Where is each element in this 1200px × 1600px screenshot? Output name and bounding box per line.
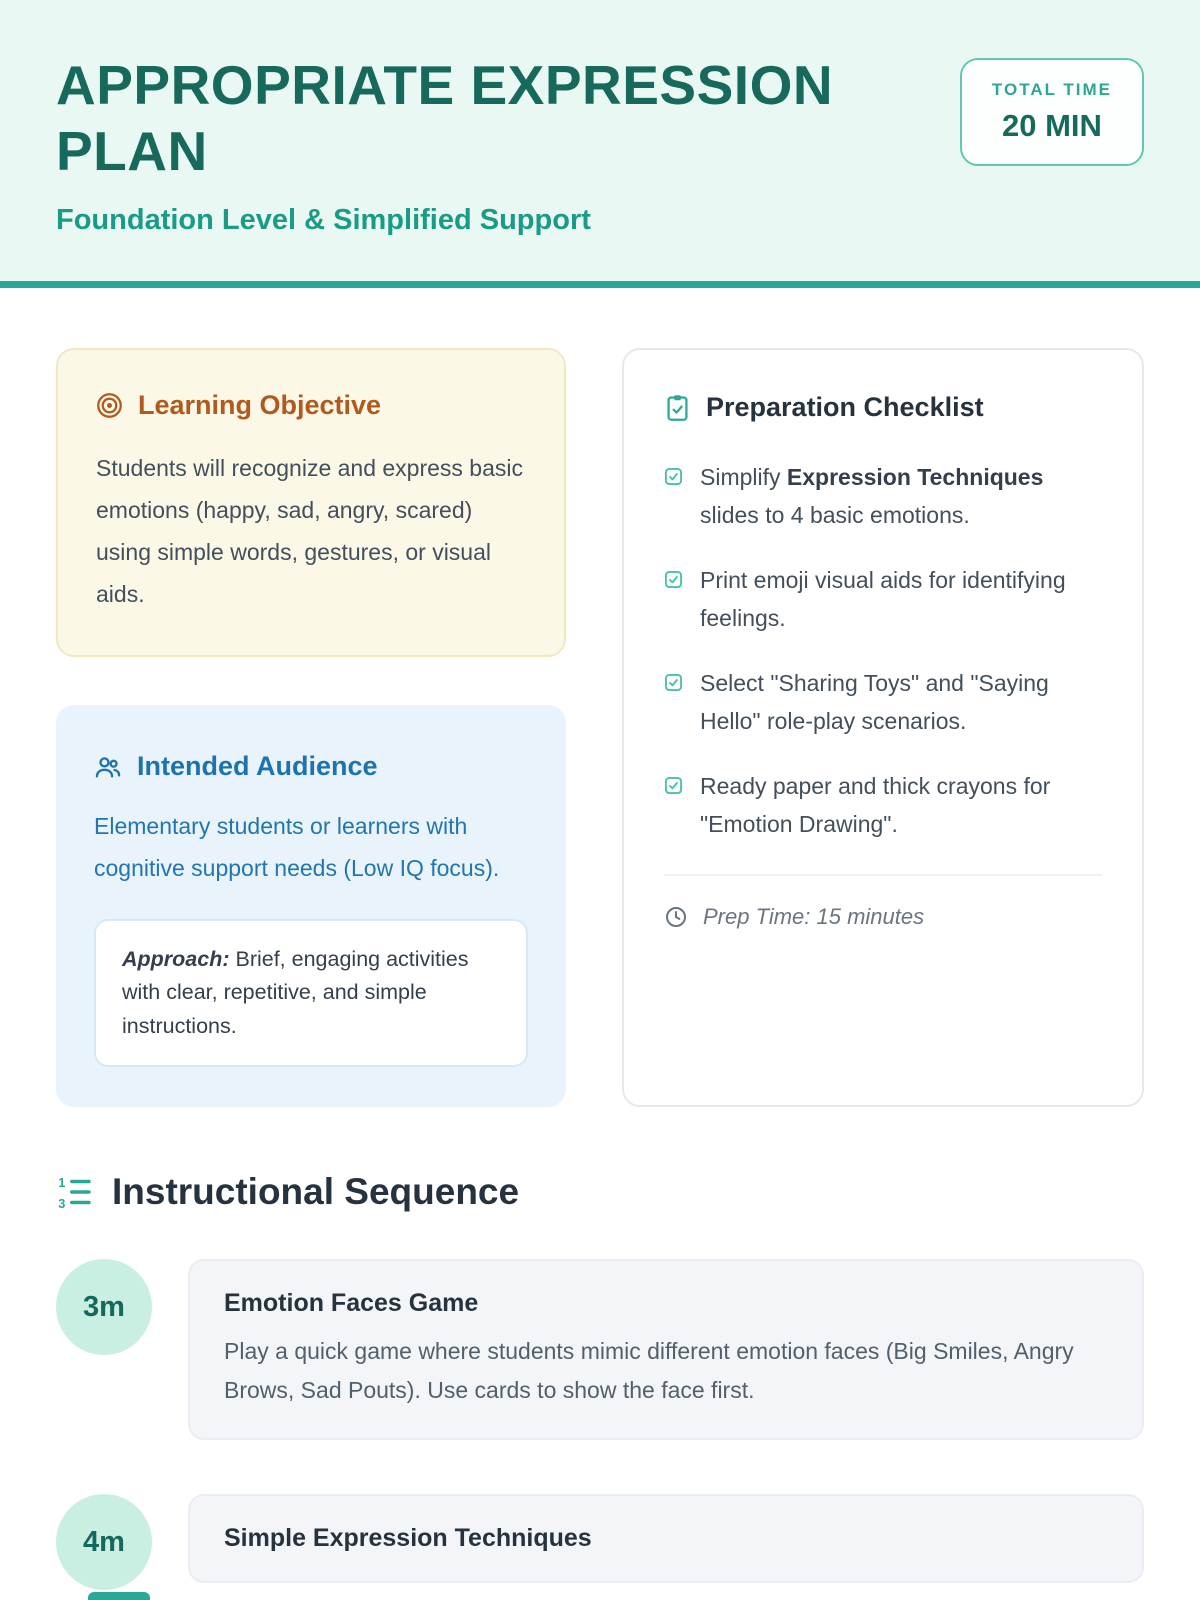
checklist-item (664, 665, 1102, 741)
learning-objective-body: Students will recognize and express basic emotions (happy, sad, angry, scared) using simple words, gestures, or visual aids. (96, 455, 524, 608)
header-text (56, 52, 896, 237)
header (0, 0, 1200, 281)
left-column (56, 348, 566, 1107)
step-duration-badge: 3m (56, 1259, 152, 1355)
checkbox-checked-icon (664, 776, 683, 795)
sequence-step-2 (56, 1494, 1144, 1590)
preparation-checklist-title (664, 392, 1102, 423)
sequence-step-1 (56, 1259, 1144, 1440)
page-subtitle: Foundation Level & Simplified Support (56, 204, 591, 236)
learning-objective-card (56, 348, 566, 657)
checkbox-checked-icon (664, 570, 683, 589)
step-description: Play a quick game where students mimic different emotion faces (Big Smiles, Angry Brows, Sad Pouts). Use cards to show the face first. (224, 1338, 1074, 1404)
approach-body: Brief, engaging activities with clear, repetitive, and simple instructions. (122, 947, 469, 1038)
total-time-card (960, 58, 1144, 166)
learning-objective-title (96, 390, 526, 421)
prep-time-text: Prep Time: 15 minutes (703, 903, 925, 929)
intended-audience-card (56, 705, 566, 1107)
step-card (188, 1494, 1144, 1583)
intended-audience-body: Elementary students or learners with cognitive support needs (Low IQ focus). (94, 813, 500, 881)
step-title: Emotion Faces Game (224, 1289, 479, 1318)
sequence-steps (56, 1259, 1144, 1590)
checklist-divider (664, 874, 1102, 876)
checklist-item-text: Ready paper and thick crayons for "Emotion Drawing". (700, 772, 1051, 837)
checklist-item (664, 562, 1102, 638)
intended-audience-title-text: Intended Audience (137, 751, 378, 782)
clipboard-check-icon (664, 393, 691, 422)
instructional-sequence-title-text: Instructional Sequence (112, 1171, 520, 1213)
step-duration-badge: 4m (56, 1494, 152, 1590)
svg-text:3: 3 (58, 1195, 66, 1211)
checklist-item-text: Simplify Expression Techniques slides to 4 basic emotions. (700, 464, 1044, 528)
right-column (622, 348, 1144, 1107)
approach-text (122, 943, 500, 1043)
numbered-list-icon (56, 1174, 92, 1210)
checklist-item-text: Select "Sharing Toys" and "Saying Hello" role-play scenarios. (700, 669, 1049, 734)
instructional-sequence-heading (56, 1171, 1144, 1213)
info-cards-grid (56, 348, 1144, 1107)
checklist-item (664, 459, 1102, 535)
preparation-checklist-card (622, 348, 1144, 1107)
learning-objective-title-text: Learning Objective (138, 390, 382, 420)
total-time-value: 20 MIN (1001, 108, 1102, 143)
header-divider-bar (0, 281, 1200, 288)
cut-off-teal-element (88, 1592, 150, 1600)
clock-icon (664, 905, 688, 929)
page-title: APPROPRIATE EXPRESSION PLAN (56, 54, 834, 182)
checklist-items (664, 459, 1102, 844)
users-icon (94, 753, 122, 781)
checklist-item (664, 768, 1102, 844)
prep-time (664, 904, 1102, 930)
checkbox-checked-icon (664, 467, 683, 486)
approach-label: Approach: (122, 947, 230, 972)
step-title: Simple Expression Techniques (224, 1524, 592, 1553)
target-icon (96, 392, 123, 419)
approach-note (94, 919, 528, 1067)
main-content (0, 288, 1200, 1590)
total-time-label: TOTAL TIME (991, 80, 1112, 99)
checklist-item-text: Print emoji visual aids for identifying feelings. (700, 566, 1066, 631)
preparation-checklist-title-text: Preparation Checklist (706, 392, 984, 422)
svg-text:1: 1 (58, 1174, 66, 1190)
checkbox-checked-icon (664, 673, 683, 692)
step-card (188, 1259, 1144, 1440)
intended-audience-title (94, 751, 528, 782)
